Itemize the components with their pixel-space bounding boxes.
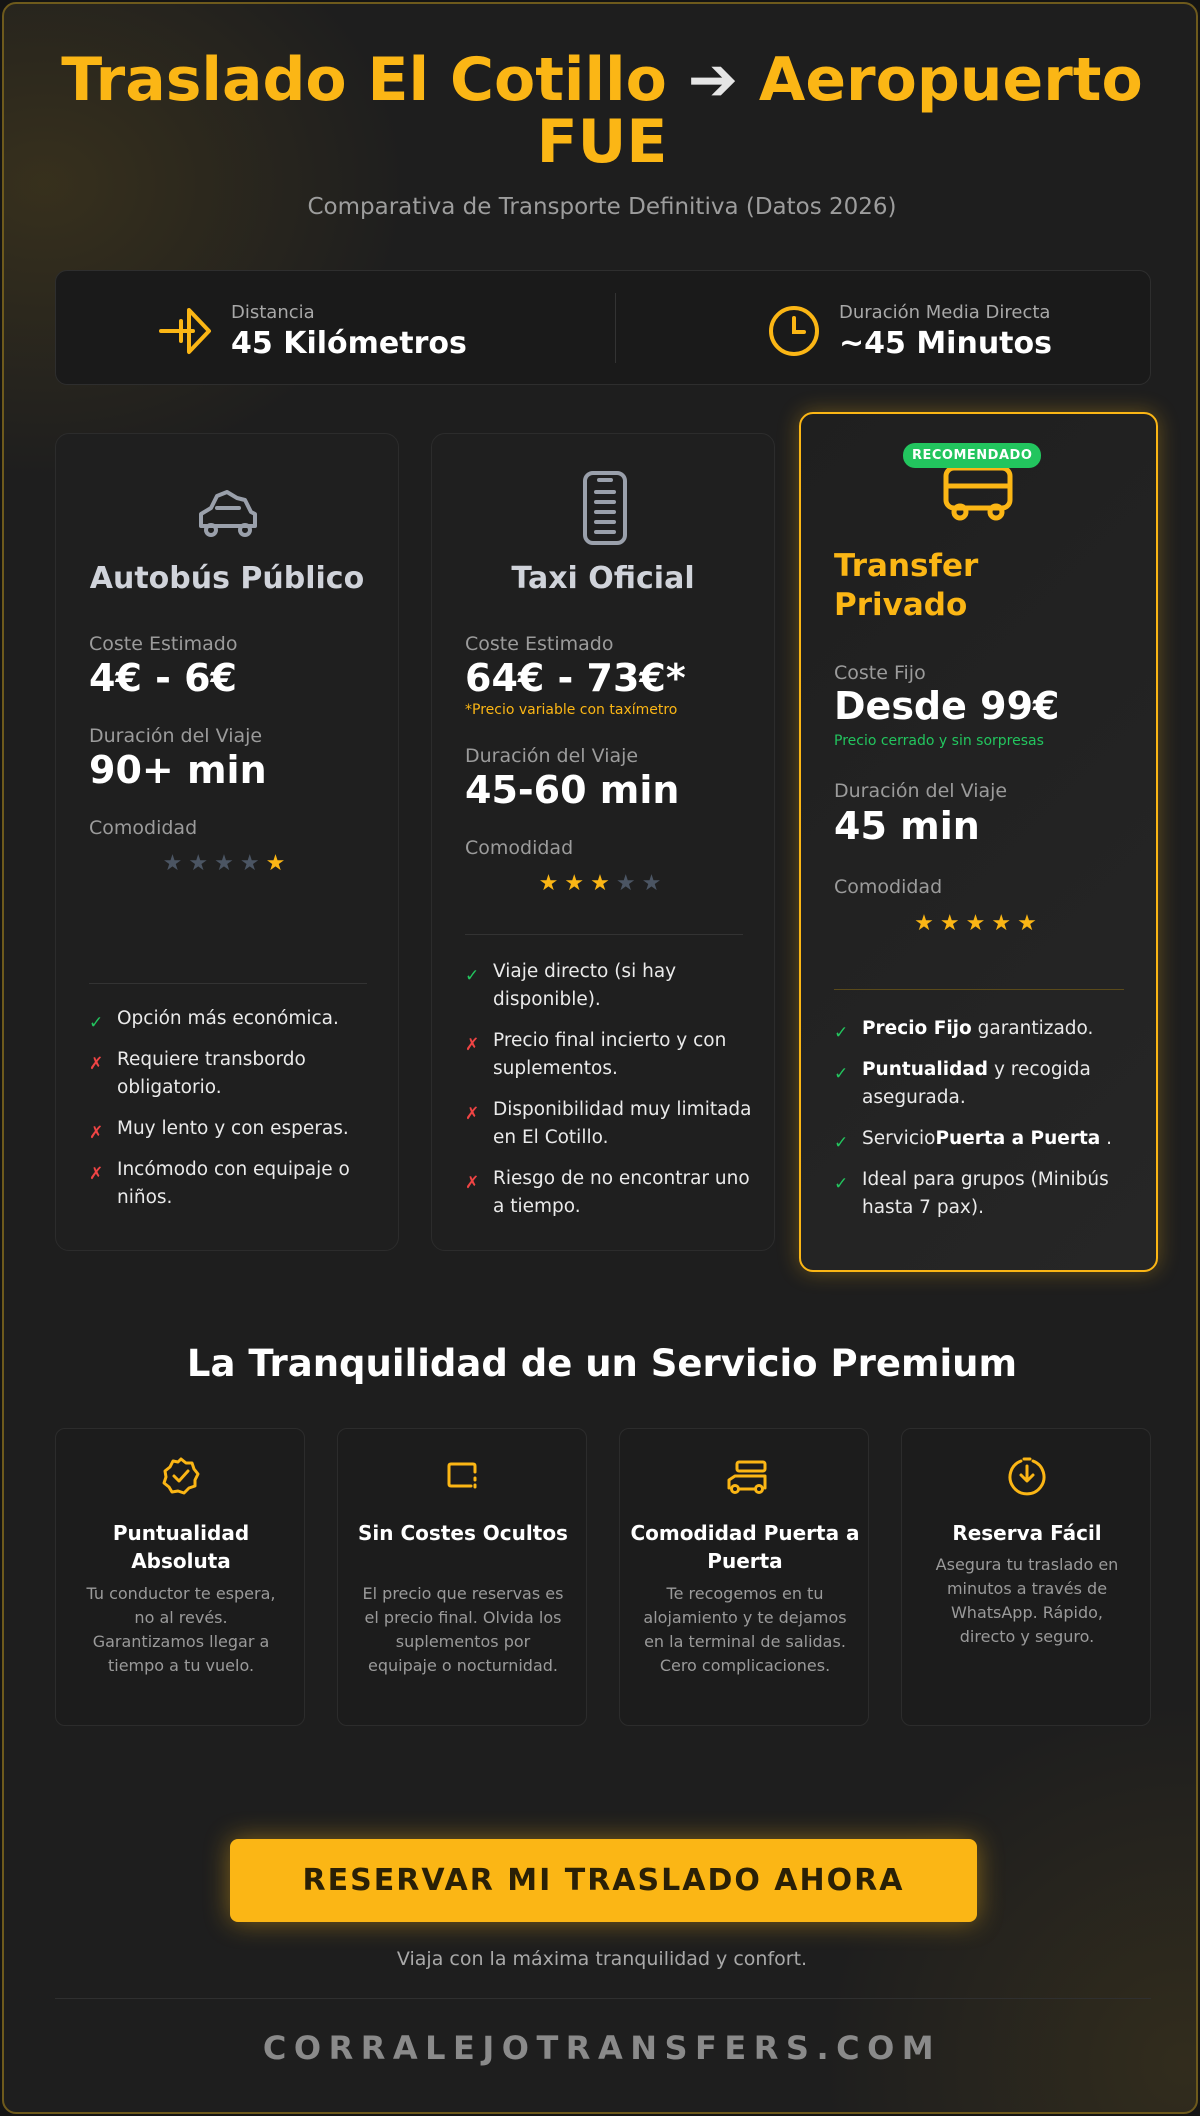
card-title: Transfer Privado — [834, 548, 979, 623]
cta-subtext: Viaja con la máxima tranquilidad y confort. — [396, 1948, 808, 1970]
star-icon: ★ — [641, 871, 668, 896]
divider — [55, 1998, 1151, 1999]
van-icon — [941, 460, 1015, 522]
comfort-rating — [432, 871, 774, 896]
check-icon: ✓ — [834, 1064, 849, 1084]
feature-item: ✗ Disponibilidad muy limitada en El Cotillo. — [465, 1099, 752, 1148]
duration-value: 45 min — [834, 804, 980, 848]
star-icon: ★ — [239, 851, 266, 876]
benefit-card — [55, 1428, 305, 1726]
stat-value: 45 Kilómetros — [231, 326, 467, 361]
cross-icon: ✗ — [89, 1054, 104, 1074]
benefits-title: La Tranquilidad de un Servicio Premium — [186, 1342, 1018, 1385]
feature-item: ✗ Muy lento y con esperas. — [89, 1115, 379, 1143]
cost-value: 4€ - 6€ — [89, 656, 237, 700]
star-icon: ★ — [564, 871, 591, 896]
card-transfer — [799, 412, 1158, 1272]
divider — [834, 989, 1124, 990]
feature-item: ✓ Viaje directo (si hay disponible). — [465, 961, 677, 1010]
duration-value: 90+ min — [89, 748, 267, 792]
benefit-card — [619, 1428, 869, 1726]
star-icon: ★ — [1017, 911, 1043, 936]
cross-icon: ✗ — [465, 1104, 480, 1124]
cross-icon: ✗ — [465, 1035, 480, 1055]
cost-label: Coste Fijo — [834, 662, 926, 684]
comfort-label: Comodidad — [834, 876, 943, 898]
cost-value: Desde 99€ — [834, 684, 1060, 728]
page-subtitle: Comparativa de Transporte Definitiva (Datos 2026) — [307, 194, 897, 220]
feature-list — [89, 1005, 379, 1225]
feature-item: ✗ Riesgo de no encontrar uno a tiempo. — [465, 1168, 750, 1217]
feature-item: ✗ Requiere transbordo obligatorio. — [89, 1049, 306, 1098]
check-icon: ✓ — [465, 966, 480, 986]
comfort-label: Comodidad — [465, 837, 574, 859]
cross-icon: ✗ — [89, 1123, 104, 1143]
benefit-title: Comodidad Puerta a Puerta — [630, 1521, 860, 1573]
duration-label: Duración del Viaje — [834, 780, 1008, 802]
phone-icon — [582, 470, 628, 546]
cost-note: Precio cerrado y sin sorpresas — [834, 733, 1044, 749]
clock-icon — [767, 304, 821, 358]
star-icon: ★ — [615, 871, 642, 896]
star-icon: ★ — [538, 871, 565, 896]
divider — [89, 983, 367, 984]
feature-list — [465, 958, 755, 1234]
cost-label: Coste Estimado — [89, 633, 238, 655]
infographic — [2, 2, 1198, 2114]
stat-value: ~45 Minutos — [839, 326, 1052, 361]
duration-label: Duración del Viaje — [89, 725, 263, 747]
feature-item: ✗ Precio final incierto y con suplementos. — [465, 1030, 727, 1079]
comfort-rating — [801, 911, 1156, 936]
cost-note: *Precio variable con taxímetro — [465, 702, 678, 718]
benefit-title: Sin Costes Ocultos — [358, 1521, 568, 1545]
badge-check-icon — [161, 1456, 201, 1496]
star-icon: ★ — [590, 871, 616, 896]
feature-item: ✗ Incómodo con equipaje o niños. — [89, 1159, 350, 1208]
feature-list — [834, 1015, 1134, 1235]
stat-label: Distancia — [231, 302, 315, 323]
benefit-title: Puntualidad Absoluta — [112, 1521, 250, 1573]
star-icon: ★ — [188, 851, 215, 876]
cross-icon: ✗ — [465, 1173, 480, 1193]
recommended-badge: RECOMENDADO — [903, 443, 1041, 468]
cost-value: 64€ - 73€* — [465, 656, 686, 700]
feature-item: ✓ Opción más económica. — [89, 1005, 379, 1033]
page-title: Traslado El Cotillo ➔ Aeropuerto FUE — [61, 45, 1143, 177]
benefit-desc: El precio que reservas es el precio final. Olvida los suplementos por equipaje o nocturnidad. — [362, 1584, 564, 1675]
check-icon: ✓ — [834, 1174, 849, 1194]
card-bus — [55, 433, 399, 1251]
feature-item: ✓ ServicioPuerta a Puerta . — [834, 1125, 1134, 1153]
duration-label: Duración del Viaje — [465, 745, 639, 767]
star-icon: ★ — [991, 911, 1018, 936]
cross-icon: ✗ — [89, 1164, 104, 1184]
star-icon: ★ — [214, 851, 240, 876]
check-icon: ✓ — [89, 1013, 104, 1033]
benefit-card — [901, 1428, 1151, 1726]
check-icon: ✓ — [834, 1023, 849, 1043]
check-icon: ✓ — [834, 1133, 849, 1153]
plane-icon — [159, 304, 213, 358]
comfort-label: Comodidad — [89, 817, 198, 839]
stats-bar — [55, 270, 1151, 385]
divider — [465, 934, 743, 935]
feature-item: ✓ Ideal para grupos (Minibús hasta 7 pax). — [834, 1169, 1109, 1218]
book-now-button[interactable]: RESERVAR MI TRASLADO AHORA — [230, 1839, 977, 1922]
card-title: Taxi Oficial — [511, 561, 695, 596]
feature-item: ✓ Puntualidad y recogida asegurada. — [834, 1059, 1091, 1108]
card-title: Autobús Público — [89, 561, 365, 596]
divider — [615, 293, 616, 363]
benefit-card — [337, 1428, 587, 1726]
benefit-desc: Tu conductor te espera, no al revés. Garantizamos llegar a tiempo a tu vuelo. — [86, 1584, 276, 1675]
duration-value: 45-60 min — [465, 768, 680, 812]
car-icon — [725, 1456, 769, 1496]
card-taxi — [431, 433, 775, 1251]
bus-icon — [193, 486, 263, 540]
cost-label: Coste Estimado — [465, 633, 614, 655]
brand-footer: CORRALEJOTRANSFERS.COM — [262, 2029, 942, 2067]
receipt-icon — [443, 1456, 483, 1496]
star-icon: ★ — [965, 911, 992, 936]
star-icon: ★ — [939, 911, 966, 936]
benefit-title: Reserva Fácil — [952, 1521, 1102, 1545]
arrow-right-icon: ➔ — [687, 45, 739, 115]
feature-item: ✓ Precio Fijo garantizado. — [834, 1015, 1134, 1043]
comfort-rating — [56, 851, 398, 876]
benefit-desc: Asegura tu traslado en minutos a través de WhatsApp. Rápido, directo y seguro. — [935, 1555, 1119, 1646]
download-circle-icon — [1007, 1456, 1047, 1496]
star-icon: ★ — [914, 911, 940, 936]
star-icon: ★ — [162, 851, 189, 876]
star-icon: ★ — [265, 851, 292, 876]
benefit-desc: Te recogemos en tu alojamiento y te dejamos en la terminal de salidas. Cero complicaciones. — [643, 1584, 847, 1675]
stat-label: Duración Media Directa — [839, 302, 1051, 323]
